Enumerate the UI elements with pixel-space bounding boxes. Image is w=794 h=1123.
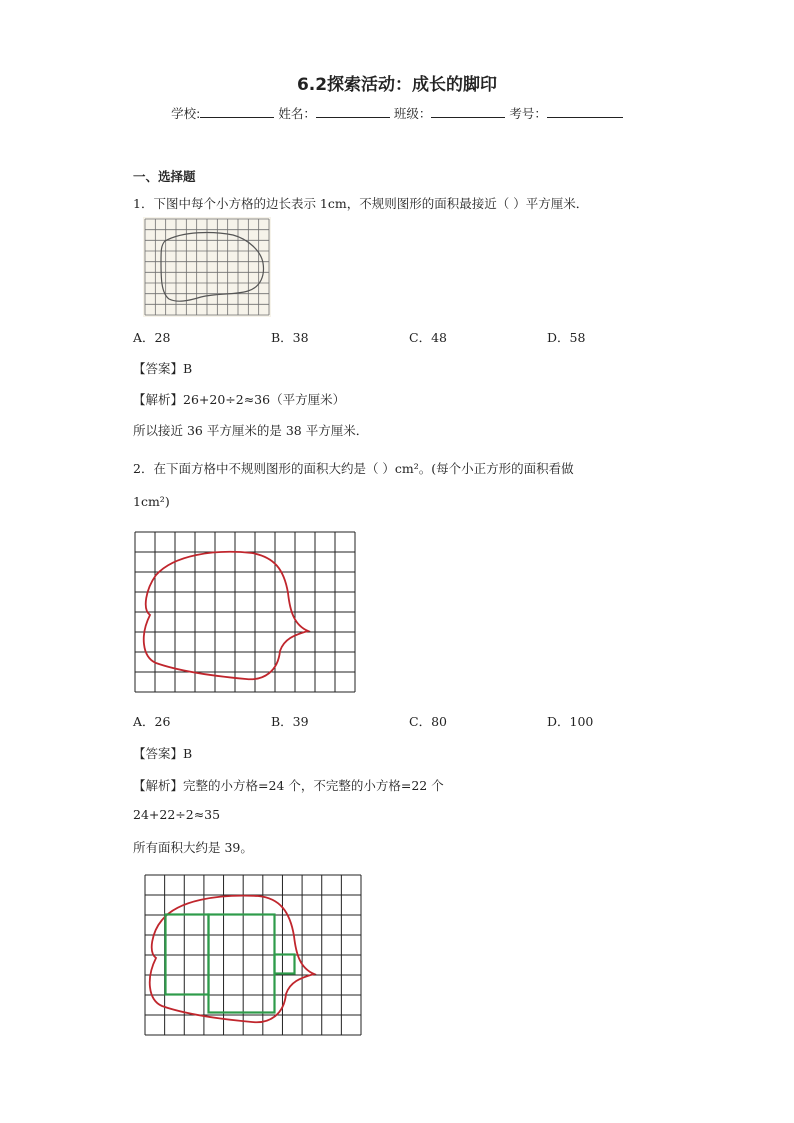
q2-solution-figure bbox=[144, 874, 362, 1036]
name-label: 姓名： bbox=[278, 106, 316, 121]
exam-no-blank bbox=[547, 104, 623, 118]
name-blank bbox=[316, 104, 390, 118]
student-info-line bbox=[0, 104, 794, 122]
q1-stem: 1．下图中每个小方格的边长表示 1cm，不规则图形的面积最接近（ ）平方厘米． bbox=[133, 196, 589, 211]
q1-analysis-conclusion: 所以接近 36 平方厘米的是 38 平方厘米． bbox=[133, 423, 369, 438]
q1-answer: 【答案】B bbox=[133, 361, 193, 376]
q2-analysis-conclusion: 所有面积大约是 39。 bbox=[133, 840, 253, 855]
q2-analysis: 【解析】完整的小方格=24 个，不完整的小方格=22 个 bbox=[133, 778, 444, 793]
q1-grid-figure bbox=[143, 217, 271, 317]
q2-option-d: D．100 bbox=[547, 714, 594, 729]
q2-answer: 【答案】B bbox=[133, 746, 193, 761]
page-title: 6.2探索活动：成长的脚印 bbox=[296, 75, 498, 95]
section-title: 一、选择题 bbox=[133, 169, 196, 184]
q2-option-a: A．26 bbox=[133, 714, 171, 729]
class-blank bbox=[431, 104, 505, 118]
school-label: 学校: bbox=[171, 106, 201, 121]
q2-analysis-formula: 24+22÷2≈35 bbox=[133, 807, 221, 822]
q1-option-c: C．48 bbox=[409, 330, 447, 345]
q2-option-c: C．80 bbox=[409, 714, 447, 729]
q2-irregular-shape bbox=[144, 552, 308, 679]
class-label: 班级： bbox=[393, 106, 432, 121]
q2-option-b: B．39 bbox=[271, 714, 309, 729]
q2-stem-continued: 1cm²) bbox=[133, 494, 170, 509]
q2-stem: 2．在下面方格中不规则图形的面积大约是（ ）cm²。(每个小正方形的面积看做 bbox=[133, 461, 574, 476]
q1-option-d: D．58 bbox=[547, 330, 586, 345]
school-blank bbox=[200, 104, 274, 118]
q1-option-b: B．38 bbox=[271, 330, 309, 345]
exam-no-label: 考号： bbox=[509, 106, 547, 121]
q1-analysis: 【解析】26+20÷2≈36（平方厘米） bbox=[133, 392, 346, 407]
q2-grid-figure bbox=[134, 531, 356, 693]
q1-option-a: A．28 bbox=[133, 330, 171, 345]
q2-solution-count-rectangles bbox=[166, 915, 295, 1013]
